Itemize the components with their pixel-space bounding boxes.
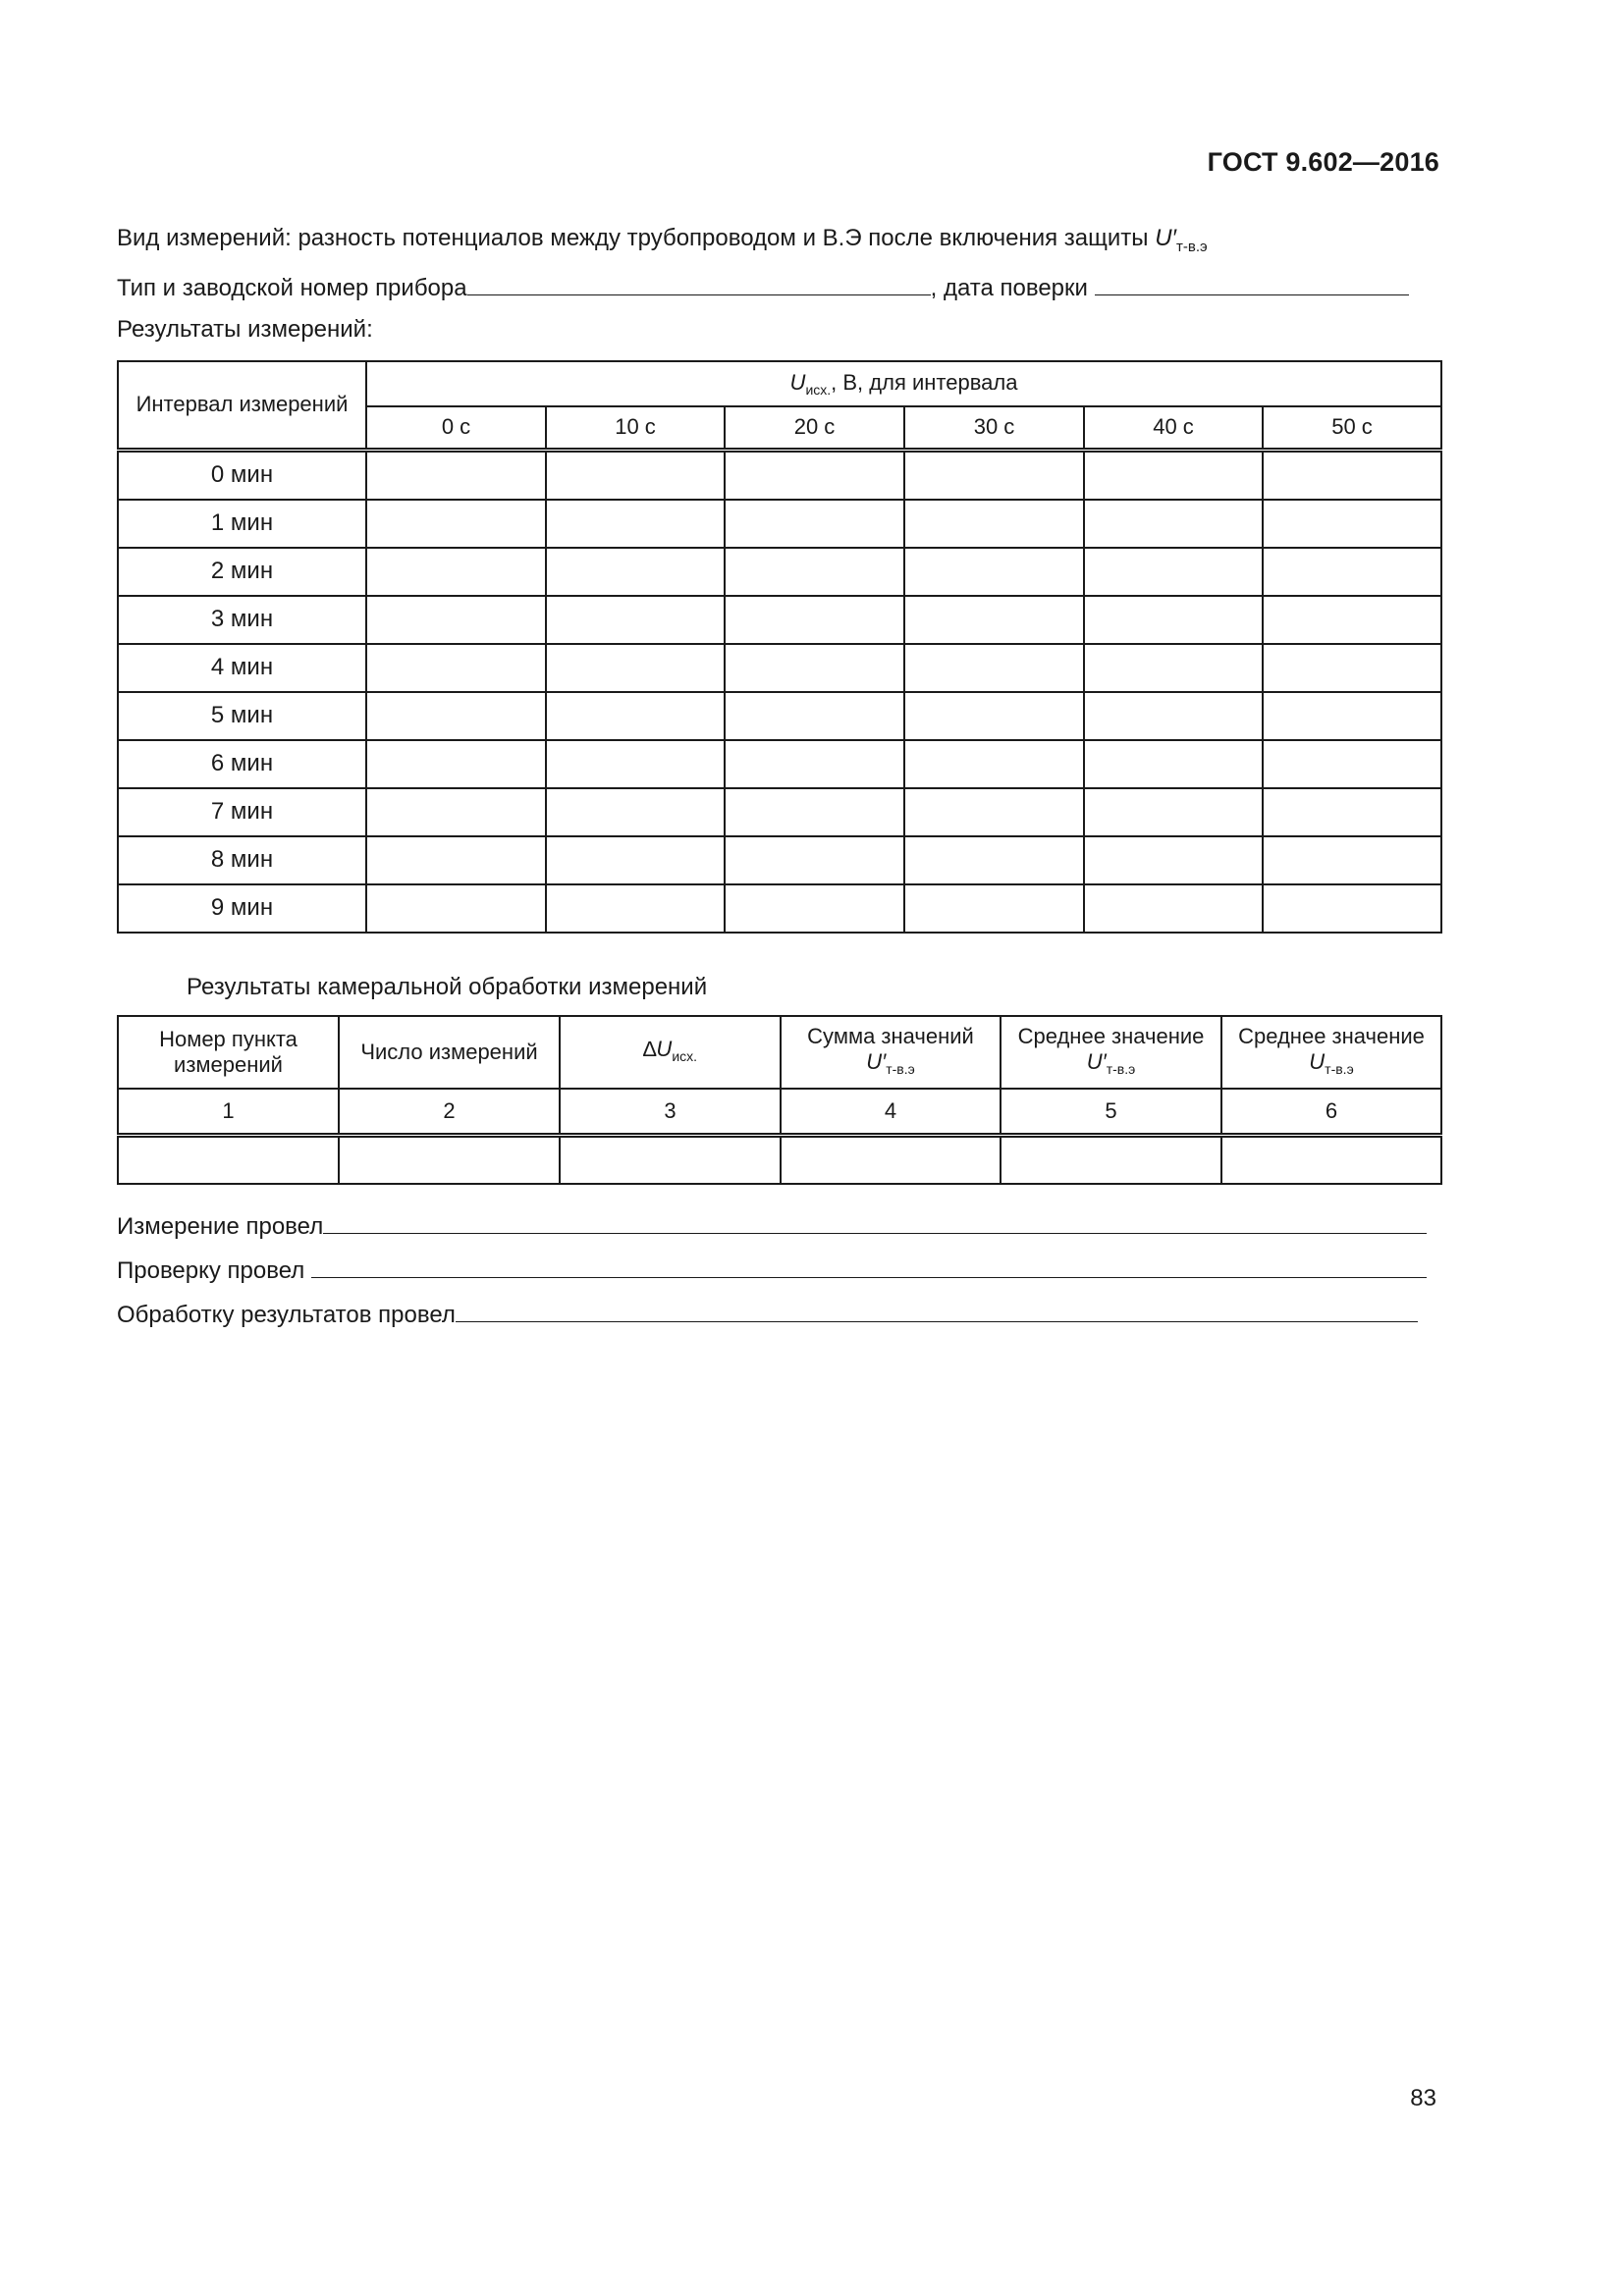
data-cell[interactable] [1084, 548, 1263, 596]
data-cell[interactable] [1263, 596, 1441, 644]
data-cell[interactable] [546, 692, 725, 740]
data-cell[interactable] [546, 596, 725, 644]
data-cell[interactable] [781, 1136, 1001, 1185]
table-row [118, 692, 1441, 740]
page-number: 83 [1410, 2085, 1436, 2111]
row-label: 7 мин [118, 788, 366, 836]
checked-by-fill-line[interactable] [311, 1254, 1427, 1278]
checked-by-line [117, 1254, 1427, 1285]
measurement-count-header: Число измерений [339, 1016, 560, 1089]
data-cell[interactable] [1221, 1136, 1441, 1185]
column-number: 1 [118, 1089, 339, 1136]
processed-by-label: Обработку результатов провел [117, 1302, 456, 1328]
data-cell[interactable] [725, 692, 904, 740]
table-row [118, 450, 1441, 500]
processing-results-title: Результаты камеральной обработки измерений [187, 974, 708, 1000]
data-cell[interactable] [366, 884, 546, 933]
device-line [117, 271, 1409, 302]
data-cell[interactable] [560, 1136, 781, 1185]
measurement-symbol-sub: т-в.э [1176, 239, 1208, 255]
measurement-type-label: Вид измерений: разность потенциалов между трубопроводом и В.Э после включения защиты [117, 225, 1149, 251]
data-cell[interactable] [1263, 450, 1441, 500]
verification-date-fill-line[interactable] [1095, 271, 1409, 295]
voltage-group-header: $U_{исх.}$, В, для интервала [366, 361, 1441, 406]
table-row [118, 596, 1441, 644]
data-cell[interactable] [904, 788, 1084, 836]
data-cell[interactable] [546, 548, 725, 596]
table-row [118, 740, 1441, 788]
data-cell[interactable] [904, 548, 1084, 596]
table1-header-row [118, 361, 1441, 406]
data-cell[interactable] [546, 500, 725, 548]
checked-by-label: Проверку провел [117, 1257, 305, 1284]
row-label: 0 мин [118, 450, 366, 500]
data-cell[interactable] [1263, 740, 1441, 788]
data-cell[interactable] [118, 1136, 339, 1185]
table2-numbers-row [118, 1089, 1441, 1136]
row-label: 2 мин [118, 548, 366, 596]
data-cell[interactable] [1084, 450, 1263, 500]
standard-code: ГОСТ 9.602—2016 [1207, 147, 1439, 177]
data-cell[interactable] [1263, 500, 1441, 548]
data-cell[interactable] [725, 836, 904, 884]
data-cell[interactable] [1263, 788, 1441, 836]
data-cell[interactable] [366, 548, 546, 596]
data-cell[interactable] [339, 1136, 560, 1185]
column-number: 6 [1221, 1089, 1441, 1136]
data-cell[interactable] [725, 450, 904, 500]
row-label: 6 мин [118, 740, 366, 788]
verification-date-label: , дата поверки [930, 275, 1088, 301]
column-header: 10 с [546, 406, 725, 450]
table-row [118, 836, 1441, 884]
data-cell[interactable] [366, 836, 546, 884]
column-number: 4 [781, 1089, 1001, 1136]
column-number: 3 [560, 1089, 781, 1136]
table-row [118, 1136, 1441, 1185]
measurements-table [117, 360, 1442, 934]
table-row [118, 884, 1441, 933]
column-number: 5 [1001, 1089, 1221, 1136]
interval-header: Интервал измерений [118, 361, 366, 450]
table-row [118, 548, 1441, 596]
data-cell[interactable] [904, 740, 1084, 788]
data-cell[interactable] [725, 788, 904, 836]
average-value-prime-header: Среднее значение $U'_{т-в.э}$ [1001, 1016, 1221, 1089]
data-cell[interactable] [366, 740, 546, 788]
data-cell[interactable] [1263, 548, 1441, 596]
row-label: 8 мин [118, 836, 366, 884]
data-cell[interactable] [904, 500, 1084, 548]
data-cell[interactable] [366, 644, 546, 692]
table2-header-row [118, 1016, 1441, 1089]
data-cell[interactable] [366, 500, 546, 548]
data-cell[interactable] [366, 450, 546, 500]
data-cell[interactable] [904, 836, 1084, 884]
delta-voltage-header: $\Delta U_{исх.}$ [560, 1016, 781, 1089]
measurement-type-line [117, 225, 1208, 255]
data-cell[interactable] [904, 884, 1084, 933]
row-label: 9 мин [118, 884, 366, 933]
column-number: 2 [339, 1089, 560, 1136]
data-cell[interactable] [546, 644, 725, 692]
measured-by-label: Измерение провел [117, 1213, 324, 1240]
column-header: 50 с [1263, 406, 1441, 450]
data-cell[interactable] [725, 596, 904, 644]
data-cell[interactable] [1263, 644, 1441, 692]
average-value-header: Среднее значение $U_{т-в.э}$ [1221, 1016, 1441, 1089]
measured-by-fill-line[interactable] [323, 1209, 1427, 1234]
column-header: 30 с [904, 406, 1084, 450]
table-row [118, 644, 1441, 692]
data-cell[interactable] [546, 450, 725, 500]
processing-results-table [117, 1015, 1442, 1185]
data-cell[interactable] [1084, 500, 1263, 548]
data-cell[interactable] [366, 692, 546, 740]
measurement-symbol: $U'_{т-в.э}$ [1155, 225, 1208, 255]
data-cell[interactable] [546, 884, 725, 933]
data-cell[interactable] [904, 450, 1084, 500]
device-fill-line[interactable] [467, 271, 931, 295]
row-label: 3 мин [118, 596, 366, 644]
data-cell[interactable] [725, 548, 904, 596]
data-cell[interactable] [546, 740, 725, 788]
table-row [118, 500, 1441, 548]
data-cell[interactable] [546, 836, 725, 884]
column-header: 40 с [1084, 406, 1263, 450]
sum-values-header: Сумма значений $U'_{т-в.э}$ [781, 1016, 1001, 1089]
data-cell[interactable] [366, 788, 546, 836]
data-cell[interactable] [904, 596, 1084, 644]
point-number-header: Номер пункта измерений [118, 1016, 339, 1089]
column-header: 20 с [725, 406, 904, 450]
column-header: 0 с [366, 406, 546, 450]
row-label: 4 мин [118, 644, 366, 692]
data-cell[interactable] [546, 788, 725, 836]
row-label: 5 мин [118, 692, 366, 740]
table-row [118, 788, 1441, 836]
data-cell[interactable] [1084, 740, 1263, 788]
data-cell[interactable] [1084, 644, 1263, 692]
data-cell[interactable] [1263, 692, 1441, 740]
data-cell[interactable] [1084, 596, 1263, 644]
data-cell[interactable] [725, 644, 904, 692]
data-cell[interactable] [1084, 692, 1263, 740]
data-cell[interactable] [725, 500, 904, 548]
data-cell[interactable] [904, 644, 1084, 692]
data-cell[interactable] [1001, 1136, 1221, 1185]
data-cell[interactable] [725, 740, 904, 788]
data-cell[interactable] [725, 884, 904, 933]
row-label: 1 мин [118, 500, 366, 548]
processed-by-fill-line[interactable] [456, 1298, 1418, 1322]
processed-by-line [117, 1298, 1418, 1329]
data-cell[interactable] [1084, 884, 1263, 933]
data-cell[interactable] [1084, 836, 1263, 884]
device-label: Тип и заводской номер прибора [117, 275, 467, 301]
results-label: Результаты измерений: [117, 316, 373, 343]
data-cell[interactable] [1263, 884, 1441, 933]
data-cell[interactable] [1084, 788, 1263, 836]
measured-by-line [117, 1209, 1427, 1241]
data-cell[interactable] [904, 692, 1084, 740]
data-cell[interactable] [366, 596, 546, 644]
data-cell[interactable] [1263, 836, 1441, 884]
